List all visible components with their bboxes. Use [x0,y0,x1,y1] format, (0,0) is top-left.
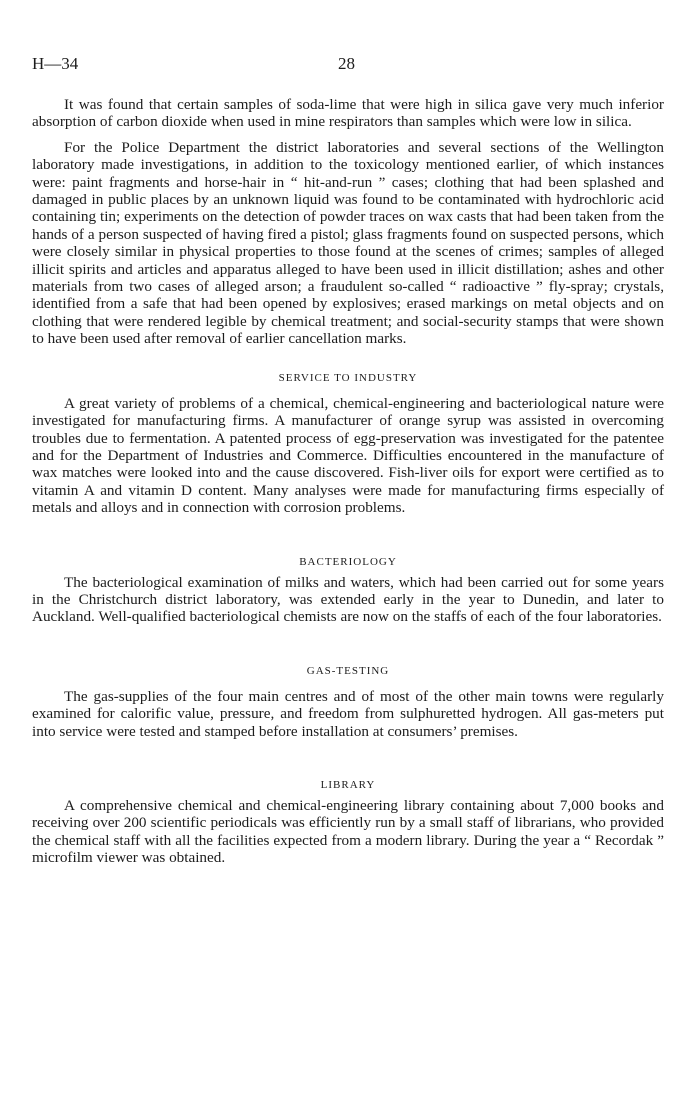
paragraph-police-department: For the Police Department the district laboratories and several sections of the Wellington laboratory made investigations, in addition to the toxicology mentioned earlier, of which instances were: paint fragments and horse-hair in “ hit-and-run ” cases; clothing that had been splashed and damaged in public places by an unknown liquid was found to be contaminated with hydrochloric acid containing tin; experiments on the detection of powder traces on wax casts that had been taken from the hands of a person suspected of having fired a pistol; glass fragments found on suspected persons, which were closely similar in physical properties to those found at the scenes of crimes; samples of alleged illicit spirits and articles and apparatus alleged to have been used in illicit distillation; ashes and other materials from two cases of alleged arson; a fraudulent so-called “ radioactive ” fly-spray; crystals, identified from a safe that had been opened by explosives; erased markings on metal objects and on clothing that were rendered legible by chemical treatment; and social-security stamps that were shown to have been used after removal of earlier cancellation marks. [32,138,664,348]
heading-bacteriology: BACTERIOLOGY [299,555,397,568]
paragraph-gas-testing: The gas-supplies of the four main centres and of most of the other main towns were regularly examined for calorific value, pressure, and freedom from sulphuretted hydrogen. All gas-meters put into service were tested and stamped before installation at consumers’ premises. [32,687,664,740]
heading-gas-testing: GAS-TESTING [306,664,390,677]
heading-service-to-industry: SERVICE TO INDUSTRY [278,371,418,384]
paragraph-service-to-industry: A great variety of problems of a chemical, chemical-engineering and bacteriological nature were investigated for manufacturing firms. A manufacturer of orange syrup was assisted in overcoming troubles due to fermentation. A patented process of egg-preservation was investigated for the patentee and for the Department of Industries and Commerce. Difficulties encountered in the manufacture of wax matches were looked into and the cause discovered. Fish-liver oils for export were certified as to vitamin A and vitamin D content. Many analyses were made for manufacturing firms especially of metals and alloys and in connection with corrosion problems. [32,394,664,517]
page-number: 28 [338,54,355,73]
paragraph-soda-lime: It was found that certain samples of soda-lime that were high in silica gave very much inferior absorption of carbon dioxide when used in mine respirators than samples which were low in silica. [32,96,664,131]
heading-library: LIBRARY [320,778,376,791]
paragraph-library: A comprehensive chemical and chemical-engineering library containing about 7,000 books and receiving over 200 scientific periodicals was efficiently run by a small staff of librarians, who provided the chemical staff with all the facilities expected from a modern library. During the year a “ Recordak ” microfilm viewer was obtained. [32,796,664,867]
paragraph-bacteriology: The bacteriological examination of milks and waters, which had been carried out for some years in the Christchurch district laboratory, was extended early in the year to Dunedin, and later to Auckland. Well-qualified bacteriological chemists are now on the staffs of each of the four laboratories. [32,573,664,626]
page-header [32,54,664,78]
page-body [32,96,664,867]
document-reference: H—34 [32,54,79,73]
